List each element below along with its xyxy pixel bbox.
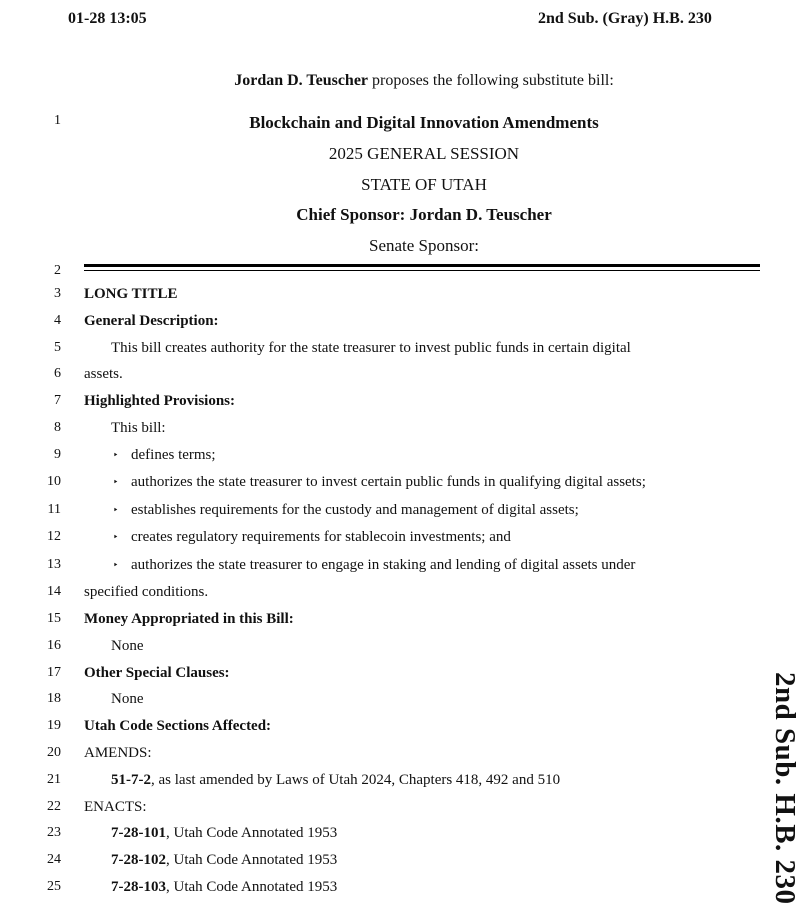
line-number: 2 xyxy=(54,263,61,278)
line-number: 4 xyxy=(54,313,61,328)
amended-section xyxy=(111,771,560,789)
line-number: 20 xyxy=(47,745,61,760)
line-number: 3 xyxy=(54,286,61,301)
enacted-section-number: 7-28-102 xyxy=(111,852,166,868)
enacted-section-text: , Utah Code Annotated 1953 xyxy=(166,825,338,841)
enacts-heading: ENACTS: xyxy=(84,799,147,815)
line-number: 7 xyxy=(54,393,61,408)
bullet-icon: ‣ xyxy=(113,450,119,460)
bullet-icon: ‣ xyxy=(113,560,119,570)
other-clauses-heading: Other Special Clauses: xyxy=(84,665,230,681)
this-bill-intro: This bill: xyxy=(111,420,166,436)
bullet-icon: ‣ xyxy=(113,532,119,542)
line-number: 6 xyxy=(54,366,61,381)
header-date-time: 01-28 13:05 xyxy=(68,10,147,27)
line-number: 17 xyxy=(47,665,61,680)
provision-item: creates regulatory requirements for stablecoin investments; and xyxy=(131,529,511,545)
amended-section-number: 51-7-2 xyxy=(111,772,151,788)
enacted-section xyxy=(111,878,337,896)
line-number: 8 xyxy=(54,420,61,435)
enacted-section-text: , Utah Code Annotated 1953 xyxy=(166,879,338,895)
proposer-text: proposes the following substitute bill: xyxy=(368,72,614,89)
highlighted-provisions-heading: Highlighted Provisions: xyxy=(84,393,235,409)
bullet-icon: ‣ xyxy=(113,505,119,515)
enacted-section-number: 7-28-101 xyxy=(111,825,166,841)
provision-item: authorizes the state treasurer to engage in staking and lending of digital assets under xyxy=(131,557,636,573)
header-bill-id: 2nd Sub. (Gray) H.B. 230 xyxy=(538,10,712,27)
line-number: 19 xyxy=(47,718,61,733)
line-number: 1 xyxy=(54,113,61,128)
senate-sponsor: Senate Sponsor: xyxy=(368,236,480,255)
line-number: 21 xyxy=(47,772,61,787)
line-number: 24 xyxy=(47,852,61,867)
code-sections-heading: Utah Code Sections Affected: xyxy=(84,718,272,734)
line-number: 25 xyxy=(47,879,61,894)
title-rule-thin xyxy=(84,270,760,271)
line-number: 11 xyxy=(47,502,61,517)
bill-title: Blockchain and Digital Innovation Amendments xyxy=(249,113,599,132)
title-rule-thick xyxy=(84,264,760,267)
line-number: 18 xyxy=(47,691,61,706)
chief-sponsor: Chief Sponsor: Jordan D. Teuscher xyxy=(296,205,552,224)
line-number: 15 xyxy=(47,611,61,626)
description-line-2: assets. xyxy=(84,366,123,382)
line-number: 14 xyxy=(47,584,61,599)
money-appropriated-heading: Money Appropriated in this Bill: xyxy=(84,611,294,627)
line-number: 9 xyxy=(54,447,61,462)
line-number: 5 xyxy=(54,340,61,355)
provision-item: authorizes the state treasurer to invest certain public funds in qualifying digital assets; xyxy=(131,474,646,490)
line-number: 13 xyxy=(47,557,61,572)
provision-item: establishes requirements for the custody and management of digital assets; xyxy=(131,502,579,518)
other-clauses-value: None xyxy=(111,691,144,707)
line-number: 23 xyxy=(47,825,61,840)
line-number: 12 xyxy=(47,529,61,544)
proposer-name: Jordan D. Teuscher xyxy=(234,72,369,89)
bullet-icon: ‣ xyxy=(113,477,119,487)
enacted-section-number: 7-28-103 xyxy=(111,879,166,895)
amended-section-text: , as last amended by Laws of Utah 2024, Chapters 418, 492 and 510 xyxy=(151,772,561,788)
line-number: 16 xyxy=(47,638,61,653)
long-title-heading: LONG TITLE xyxy=(84,286,178,302)
line-number: 22 xyxy=(47,799,61,814)
provision-item-continuation: specified conditions. xyxy=(84,584,209,600)
general-description-heading: General Description: xyxy=(84,313,219,329)
line-number: 10 xyxy=(47,474,61,489)
description-line-1: This bill creates authority for the state treasurer to invest public funds in certain digital xyxy=(111,340,631,356)
session: 2025 GENERAL SESSION xyxy=(328,144,520,163)
money-appropriated-value: None xyxy=(111,638,144,654)
proposer-line xyxy=(0,72,803,90)
provision-item: defines terms; xyxy=(131,447,216,463)
enacted-section xyxy=(111,824,337,842)
side-bill-label: 2nd Sub. H.B. 230 xyxy=(769,672,801,905)
amends-heading: AMENDS: xyxy=(84,745,152,761)
state: STATE OF UTAH xyxy=(361,175,487,194)
enacted-section xyxy=(111,851,337,869)
enacted-section-text: , Utah Code Annotated 1953 xyxy=(166,852,338,868)
